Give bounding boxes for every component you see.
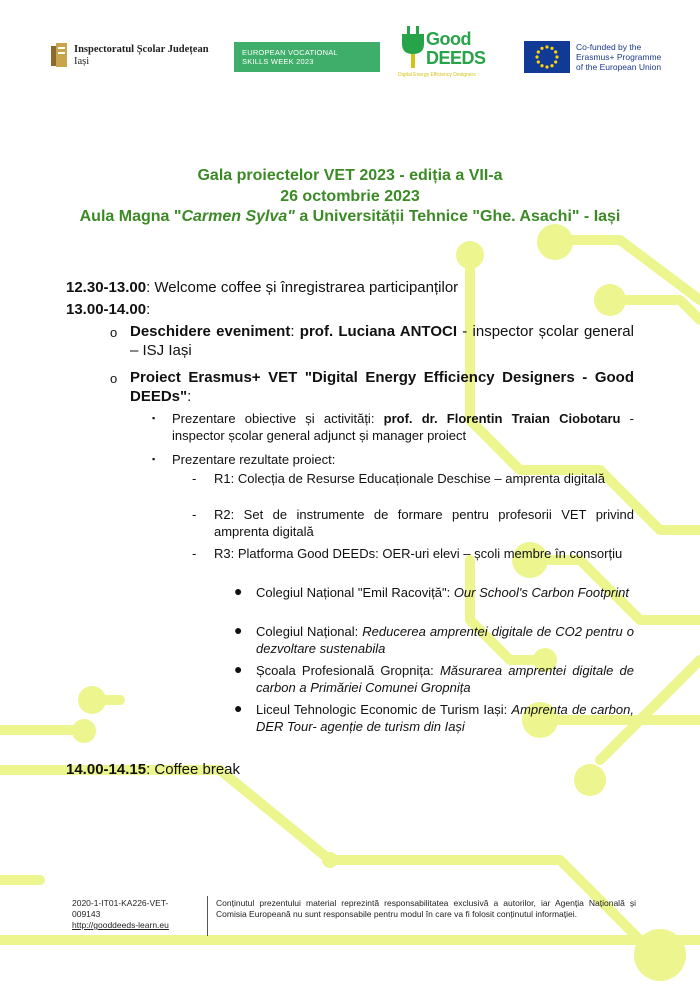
circle-bullet-icon: o: [110, 371, 118, 386]
evsw-logo: [234, 42, 380, 72]
slot3-time: 14.00-14.15: [66, 761, 147, 778]
objectives-person: prof. dr. Florentin Traian Ciobotaru: [383, 411, 621, 426]
project-colon: :: [187, 388, 192, 405]
dot-bullet-icon: ●: [234, 583, 243, 599]
agenda-slot-2: [66, 300, 150, 319]
dot-bullet-icon: ●: [234, 700, 243, 716]
isj-city: Iași: [74, 56, 90, 67]
eu-flag-icon: [524, 41, 570, 73]
school4-title: Amprenta de carbon, DER Tour- agenție de turism din Iași: [256, 702, 634, 734]
agenda-item-project: [110, 368, 634, 406]
sub-item-results: [152, 451, 634, 468]
title-venue-b: Carmen Sylva": [181, 208, 295, 225]
square-bullet-icon: ▪: [152, 454, 156, 464]
title-line2: 26 octombrie 2023: [280, 187, 420, 205]
school-item-1: [234, 584, 634, 601]
slot1-description: : Welcome coffee și înregistrarea participanților: [146, 279, 459, 296]
dash-bullet-icon: -: [192, 507, 197, 522]
eu-line2: Erasmus+ Programme: [576, 52, 662, 62]
slot2-time: 13.00-14.00: [66, 301, 147, 318]
gd-line1: Good: [426, 29, 471, 49]
result-r3-text: R3: Platforma Good DEEDs: OER-uri elevi – școli membre în consorțiu: [214, 546, 623, 561]
isj-name: Inspectoratul Școlar Județean: [74, 44, 209, 55]
school-item-2: [234, 623, 634, 657]
slot3-description: : Coffee break: [146, 761, 241, 778]
school-item-4: [234, 701, 634, 735]
title-venue-c: a Universității Tehnice "Ghe. Asachi" - Iași: [294, 208, 621, 225]
dot-bullet-icon: ●: [234, 622, 243, 638]
dash-bullet-icon: -: [192, 546, 197, 561]
footer-project-code: [72, 898, 200, 931]
slot1-time: 12.30-13.00: [66, 279, 147, 296]
project-code-line1: 2020-1-IT01-KA226-VET-: [72, 898, 169, 908]
objectives-label: Prezentare obiective și activități:: [172, 411, 384, 426]
school3-name: Școala Profesională Gropnița:: [256, 663, 440, 678]
project-code-line2: 009143: [72, 909, 101, 919]
school1-name: Colegiul Național "Emil Racoviță":: [256, 585, 454, 600]
slot2-colon: :: [146, 301, 151, 318]
results-label: Prezentare rezultate proiect:: [172, 452, 336, 467]
school4-name: Liceul Tehnologic Economic de Turism Iași:: [256, 702, 512, 717]
result-r1: [192, 470, 634, 487]
circle-bullet-icon: o: [110, 325, 118, 340]
title-venue-a: Aula Magna ": [79, 208, 182, 225]
school2-title: Reducerea amprentei digitale de CO2 pentru o dezvoltare sustenabila: [256, 624, 634, 656]
opening-title: Deschidere eveniment: [130, 323, 291, 340]
eu-line3: of the European Union: [576, 62, 662, 72]
evsw-line1: EUROPEAN VOCATIONAL: [242, 48, 338, 57]
school3-title: Măsurarea amprentei digitale de carbon a Primăriei Comunei Gropnița: [256, 663, 635, 695]
result-r2-text: R2: Set de instrumente de formare pentru profesorii VET privind amprenta digitală: [214, 507, 634, 539]
event-title: [0, 166, 700, 228]
result-r1-text: R1: Colecția de Resurse Educaționale Deschise – amprenta digitală: [214, 471, 605, 486]
school2-name: Colegiul Național:: [256, 624, 363, 639]
project-website-link[interactable]: http://gooddeeds-learn.eu: [72, 920, 169, 930]
gd-tagline: Digital Energy Efficiency Designers: [398, 72, 476, 78]
eu-erasmus-logo: [524, 40, 684, 74]
good-deeds-wordmark: [426, 30, 486, 68]
dot-bullet-icon: ●: [234, 661, 243, 677]
school-item-3: [234, 662, 634, 696]
title-line1: Gala proiectelor VET 2023 - ediția a VII-a: [197, 167, 503, 184]
footer-divider: [207, 896, 208, 936]
opening-role: - inspector școlar general – ISJ Iași: [130, 323, 634, 359]
agenda-item-opening: [110, 322, 634, 360]
title-line3: [0, 207, 700, 228]
square-bullet-icon: ▪: [152, 413, 156, 423]
eu-line1: Co-funded by the: [576, 42, 642, 52]
project-title: Proiect Erasmus+ VET "Digital Energy Efficiency Designers - Good DEEDs": [130, 369, 634, 405]
dash-bullet-icon: -: [192, 471, 197, 486]
evsw-line2: SKILLS WEEK 2023: [242, 57, 314, 66]
school1-title: Our School's Carbon Footprint: [453, 585, 629, 600]
agenda-slot-1: [66, 278, 634, 297]
footer-disclaimer: Conținutul prezentului material reprezintă responsabilitatea exclusivă a autorilor, iar Agenția Națională și Comisia Europeană nu sunt responsabile pentru modul în care va fi folosit conținutul informației.: [216, 898, 636, 919]
opening-person: prof. Luciana ANTOCI: [299, 323, 457, 340]
gd-line2: DEEDS: [426, 48, 486, 68]
opening-sep: :: [290, 323, 300, 340]
agenda-slot-3: [66, 760, 240, 779]
good-deeds-logo: [396, 24, 496, 82]
objectives-role: - inspector școlar general adjunct și manager proiect: [172, 411, 634, 443]
isj-logo: [50, 40, 225, 72]
sub-item-objectives: [152, 410, 634, 444]
result-r2: [192, 506, 634, 540]
plug-icon: [398, 26, 428, 70]
result-r3: [192, 545, 634, 562]
isj-emblem-icon: [50, 43, 68, 69]
